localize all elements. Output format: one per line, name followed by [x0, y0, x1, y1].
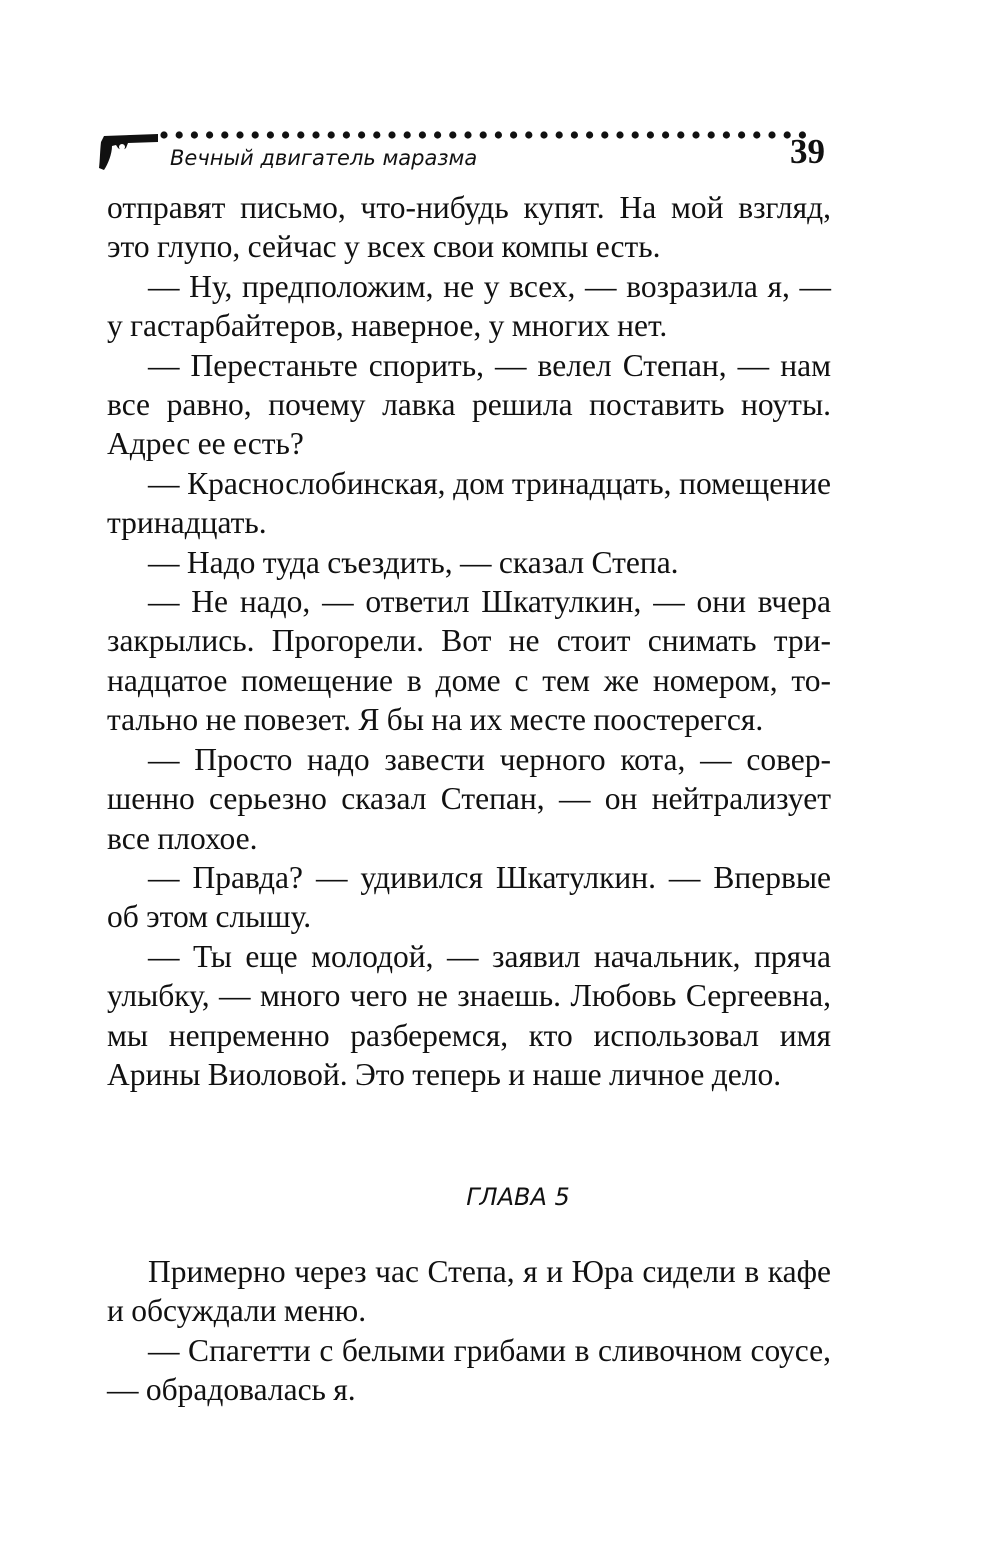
page-number: 39	[790, 132, 825, 171]
paragraph: — Перестаньте спорить, — велел Степан, — нам все равно, почему лавка решила поставить ноуты. Адрес ее есть?	[107, 347, 831, 462]
dotted-rule	[160, 128, 815, 142]
paragraph: Примерно через час Степа, я и Юра сидели в кафе и обсуждали меню.	[107, 1254, 831, 1329]
rule-dot	[343, 131, 350, 138]
rule-dot	[236, 131, 243, 138]
rule-dot	[449, 131, 456, 138]
rule-dot	[297, 131, 304, 138]
body-text	[107, 188, 831, 1094]
rule-dot	[328, 131, 335, 138]
rule-dot	[206, 131, 213, 138]
running-title: Вечный двигатель маразма	[170, 146, 478, 170]
running-header	[98, 128, 838, 188]
rule-dot	[160, 131, 167, 138]
rule-dot	[464, 131, 471, 138]
rule-dot	[525, 131, 532, 138]
revolver-icon	[98, 130, 162, 172]
rule-dot	[419, 131, 426, 138]
rule-dot	[632, 131, 639, 138]
rule-dot	[221, 131, 228, 138]
rule-dot	[738, 131, 745, 138]
rule-dot	[662, 131, 669, 138]
paragraph: — Надо туда съездить, — сказал Степа.	[148, 544, 679, 580]
rule-dot	[616, 131, 623, 138]
rule-dot	[388, 131, 395, 138]
rule-dot	[510, 131, 517, 138]
rule-dot	[176, 131, 183, 138]
rule-dot	[768, 131, 775, 138]
rule-dot	[571, 131, 578, 138]
rule-dot	[753, 131, 760, 138]
rule-dot	[282, 131, 289, 138]
rule-dot	[692, 131, 699, 138]
rule-dot	[358, 131, 365, 138]
rule-dot	[480, 131, 487, 138]
chapter-heading: ГЛАВА 5	[466, 1183, 570, 1211]
rule-dot	[586, 131, 593, 138]
paragraph: — Правда? — удивился Шкатулкин. — Впервые об этом слышу.	[107, 859, 831, 935]
rule-dot	[191, 131, 198, 138]
rule-dot	[267, 131, 274, 138]
rule-dot	[373, 131, 380, 138]
chapter-body-text	[107, 1252, 831, 1410]
paragraph: — Ты еще молодой, — заявил начальник, пряча улыбку, — много чего не знаешь. Любовь Сергеевна, мы непременно разберемся, кто использовал имя Арины Виоловой. Это теперь и наше личное дело.	[107, 938, 831, 1092]
paragraph: — Спагетти с белыми грибами в сливочном соусе, — обрадовалась я.	[107, 1332, 831, 1408]
rule-dot	[540, 131, 547, 138]
rule-dot	[404, 131, 411, 138]
paragraph: — Ну, предположим, не у всех, — возразила я, — у гастарбайтеров, наверное, у многих нет.	[107, 268, 831, 344]
rule-dot	[252, 131, 259, 138]
rule-dot	[556, 131, 563, 138]
rule-dot	[677, 131, 684, 138]
rule-dot	[312, 131, 319, 138]
rule-dot	[723, 131, 730, 138]
paragraph: — Просто надо завести черного кота, — совершенно серьезно сказал Степан, — он нейтрализует все плохое.	[107, 741, 831, 856]
rule-dot	[708, 131, 715, 138]
rule-dot	[647, 131, 654, 138]
rule-dot	[601, 131, 608, 138]
rule-dot	[434, 131, 441, 138]
paragraph: отправят письмо, что-нибудь купят. На мой взгляд, это глупо, сейчас у всех свои компы есть.	[107, 190, 831, 265]
rule-dot	[495, 131, 502, 138]
paragraph: — Краснослобинская, дом тринадцать, помещение тринадцать.	[107, 465, 831, 541]
paragraph: — Не надо, — ответил Шкатулкин, — они вчера закрылись. Прогорели. Вот не стоит снимать тринадцатое помещение в доме с тем же номером, тотально не повезет. Я бы на их месте поостерегся.	[107, 584, 831, 738]
